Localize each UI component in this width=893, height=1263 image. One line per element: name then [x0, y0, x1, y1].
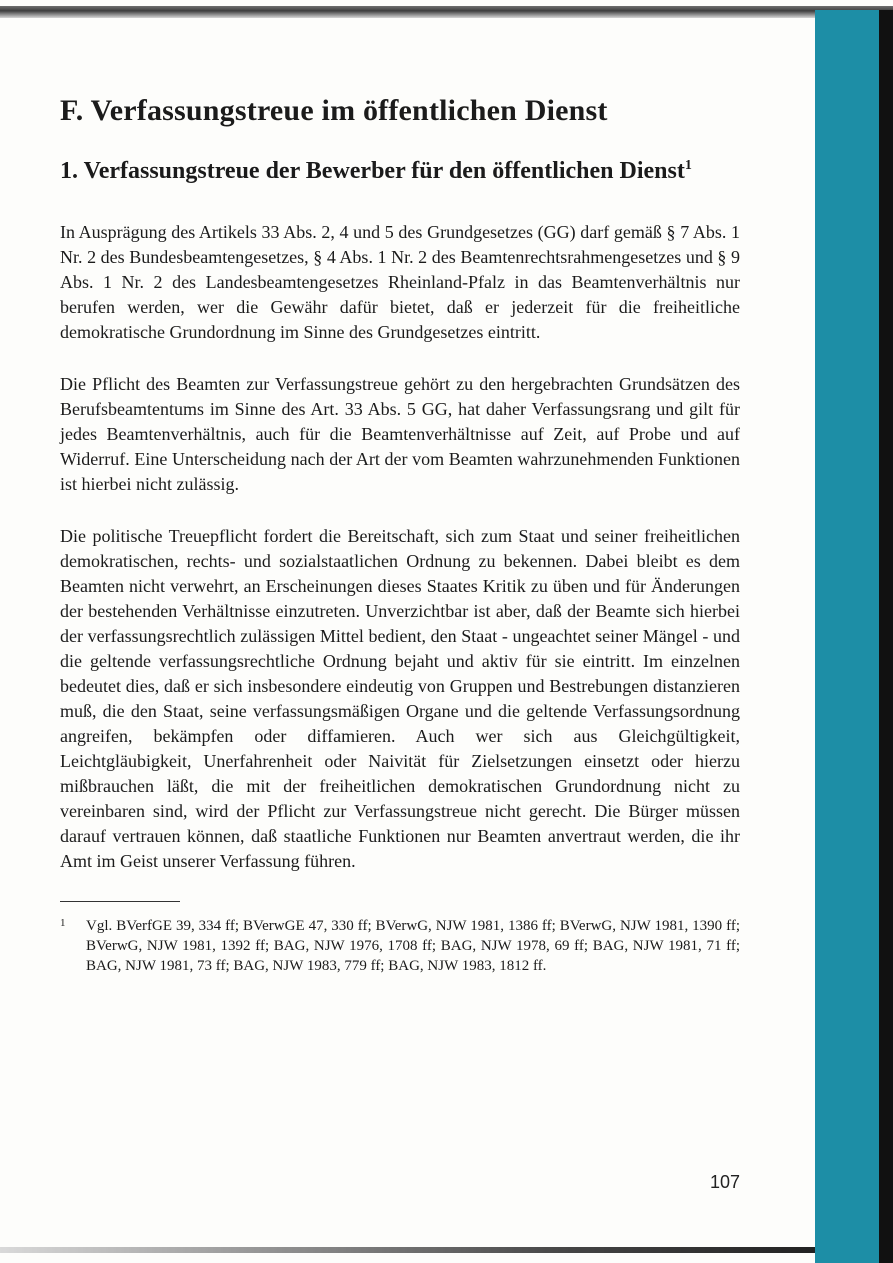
section-title: [60, 156, 740, 186]
paragraph-3: Die politische Treuepflicht fordert die Bereitschaft, sich zum Staat und seiner freiheitlichen demokratischen, rechts- und sozialstaatlichen Ordnung zu bekennen. Dabei bleibt es dem Beamten nicht verwehrt, an Erscheinungen dieses Staates Kritik zu üben und für Änderungen der bestehenden Verhältnisse einzutreten. Unverzichtbar ist aber, daß der Beamte sich hierbei der verfassungsrechtlich zulässigen Mittel bedient, den Staat - ungeachtet seiner Mängel - und die geltende verfassungsrechtliche Ordnung bejaht und aktiv für sie eintritt. Im einzelnen bedeutet dies, daß er sich insbesondere eindeutig von Gruppen und Bestrebungen distanzieren muß, die den Staat, seine verfassungsmäßigen Organe und die geltende Verfassungsordnung angreifen, bekämpfen oder diffamieren. Auch wer sich aus Gleichgültigkeit, Leichtgläubigkeit, Unerfahrenheit oder Naivität für Zielsetzungen einsetzt oder hierzu mißbrauchen läßt, die mit der freiheitlichen demokratischen Grundordnung nicht zu vereinbaren sind, wird der Pflicht zur Verfassungstreue nicht gerecht. Die Bürger müssen darauf vertrauen können, daß staatliche Funktionen nur Beamten anvertraut werden, die ihr Amt im Geist unserer Verfassung führen.: [60, 526, 740, 871]
page-number: 107: [709, 1172, 740, 1192]
chapter-title: F. Verfassungstreue im öffentlichen Dienst: [60, 94, 608, 127]
footnote-marker: 1: [60, 917, 66, 929]
book-edge-strip: [815, 10, 893, 1263]
page-content: [60, 94, 740, 976]
footnote: [60, 916, 740, 976]
section-title-text: 1. Verfassungstreue der Bewerber für den öffentlichen Dienst: [60, 158, 685, 184]
footnote-separator: [60, 901, 180, 902]
page-bottom-edge: [0, 1247, 815, 1253]
paragraph-2: Die Pflicht des Beamten zur Verfassungstreue gehört zu den hergebrachten Grundsätzen des Berufsbeamtentums im Sinne des Art. 33 Abs. 5 GG, hat daher Verfassungsrang und gilt für jedes Beamtenverhältnis, auch für die Beamtenverhältnisse auf Zeit, auf Probe und auf Widerruf. Eine Unterscheidung nach der Art der vom Beamten wahrzunehmenden Funktionen ist hierbei nicht zulässig.: [60, 374, 740, 494]
paragraph-1: In Ausprägung des Artikels 33 Abs. 2, 4 und 5 des Grundgesetzes (GG) darf gemäß § 7 Abs. 1 Nr. 2 des Bundesbeamtengesetzes, § 4 Abs. 1 Nr. 2 des Beamtenrechtsrahmengesetzes und § 9 Abs. 1 Nr. 2 des Landesbeamtengesetzes Rheinland-Pfalz in das Beamtenverhältnis nur berufen werden, wer die Gewähr dafür bietet, daß er jederzeit für die freiheitliche demokratische Grundordnung im Sinne des Grundgesetzes eintritt.: [60, 222, 740, 342]
section-footnote-ref: 1: [684, 158, 692, 173]
page-top-edge: [0, 6, 893, 18]
footnote-text: Vgl. BVerfGE 39, 334 ff; BVerwGE 47, 330 ff; BVerwG, NJW 1981, 1386 ff; BVerwG, NJW 1981, 1390 ff; BVerwG, NJW 1981, 1392 ff; BAG, NJW 1976, 1708 ff; BAG, NJW 1978, 69 ff; BAG, NJW 1981, 71 ff; BAG, NJW 1981, 73 ff; BAG, NJW 1983, 779 ff; BAG, NJW 1983, 1812 ff.: [86, 918, 740, 974]
